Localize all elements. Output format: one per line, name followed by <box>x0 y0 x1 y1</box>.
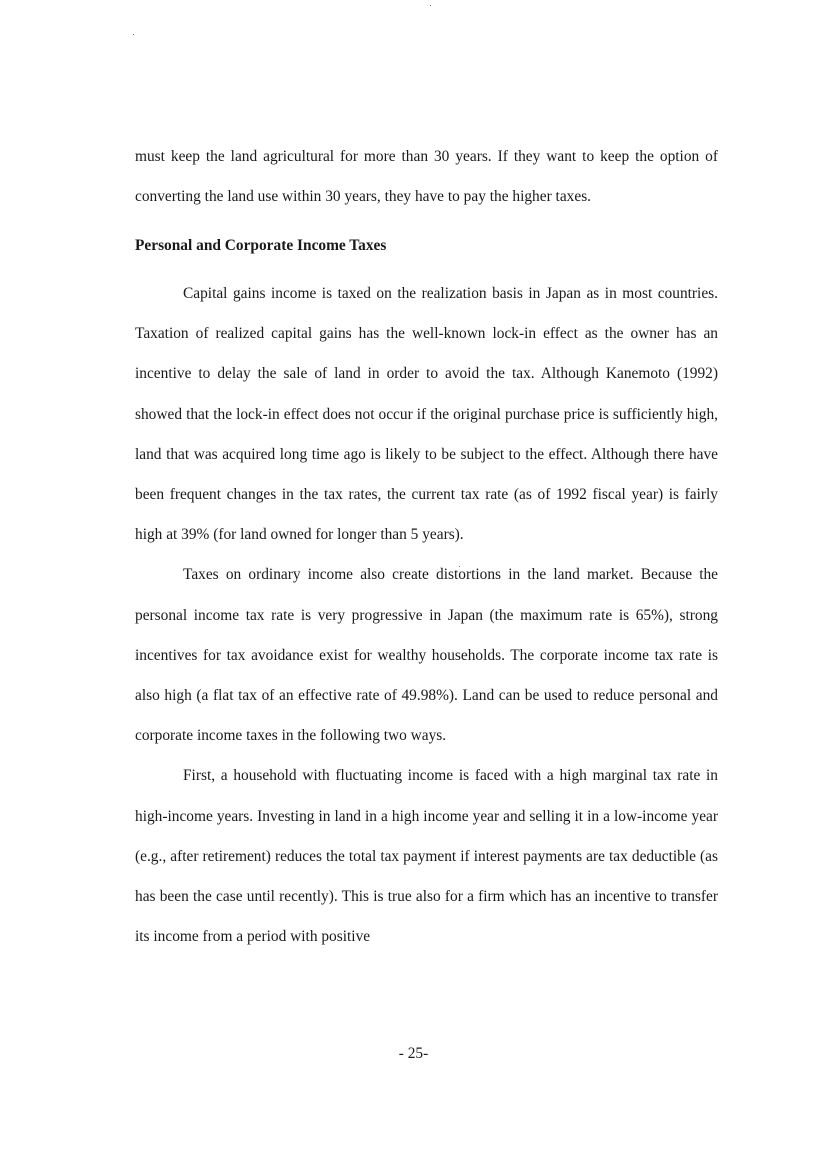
body-paragraph: must keep the land agricultural for more than 30 years. If they want to keep the option of converting the land use within 30 years, they have to pay the higher taxes. <box>135 148 718 206</box>
section-heading: Personal and Corporate Income Taxes <box>135 237 387 254</box>
section-body <box>135 274 718 957</box>
page-number: - 25- <box>398 1045 429 1062</box>
body-paragraph: Capital gains income is taxed on the realization basis in Japan as in most countries. Taxation of realized capital gains has the well-known lock-in effect as the owner has an incentive to delay the sale of land in order to avoid the tax. Although Kanemoto (1992) showed that the lock-in effect does not occur if the original purchase price is sufficiently high, land that was acquired long time ago is likely to be subject to the effect. Although there have been frequent changes in the tax rates, the current tax rate (as of 1992 fiscal year) is fairly high at 39% (for land owned for longer than 5 years). <box>135 285 718 544</box>
body-paragraph: First, a household with fluctuating income is faced with a high marginal tax rate in high-income years. Investing in land in a high income year and selling it in a low-income year (e.g., after retirement) reduces the total tax payment if interest payments are tax deductible (as has been the case until recently). This is true also for a firm which has an incentive to transfer its income from a period with positive <box>135 767 718 946</box>
continued-paragraph-block <box>135 137 718 217</box>
scan-speck <box>430 5 431 6</box>
scan-speck <box>133 34 134 35</box>
body-paragraph: Taxes on ordinary income also create distortions in the land market. Because the personal income tax rate is very progressive in Japan (the maximum rate is 65%), strong incentives for tax avoidance exist for wealthy households. The corporate income tax rate is also high (a flat tax of an effective rate of 49.98%). Land can be used to reduce personal and corporate income taxes in the following two ways. <box>135 566 718 745</box>
